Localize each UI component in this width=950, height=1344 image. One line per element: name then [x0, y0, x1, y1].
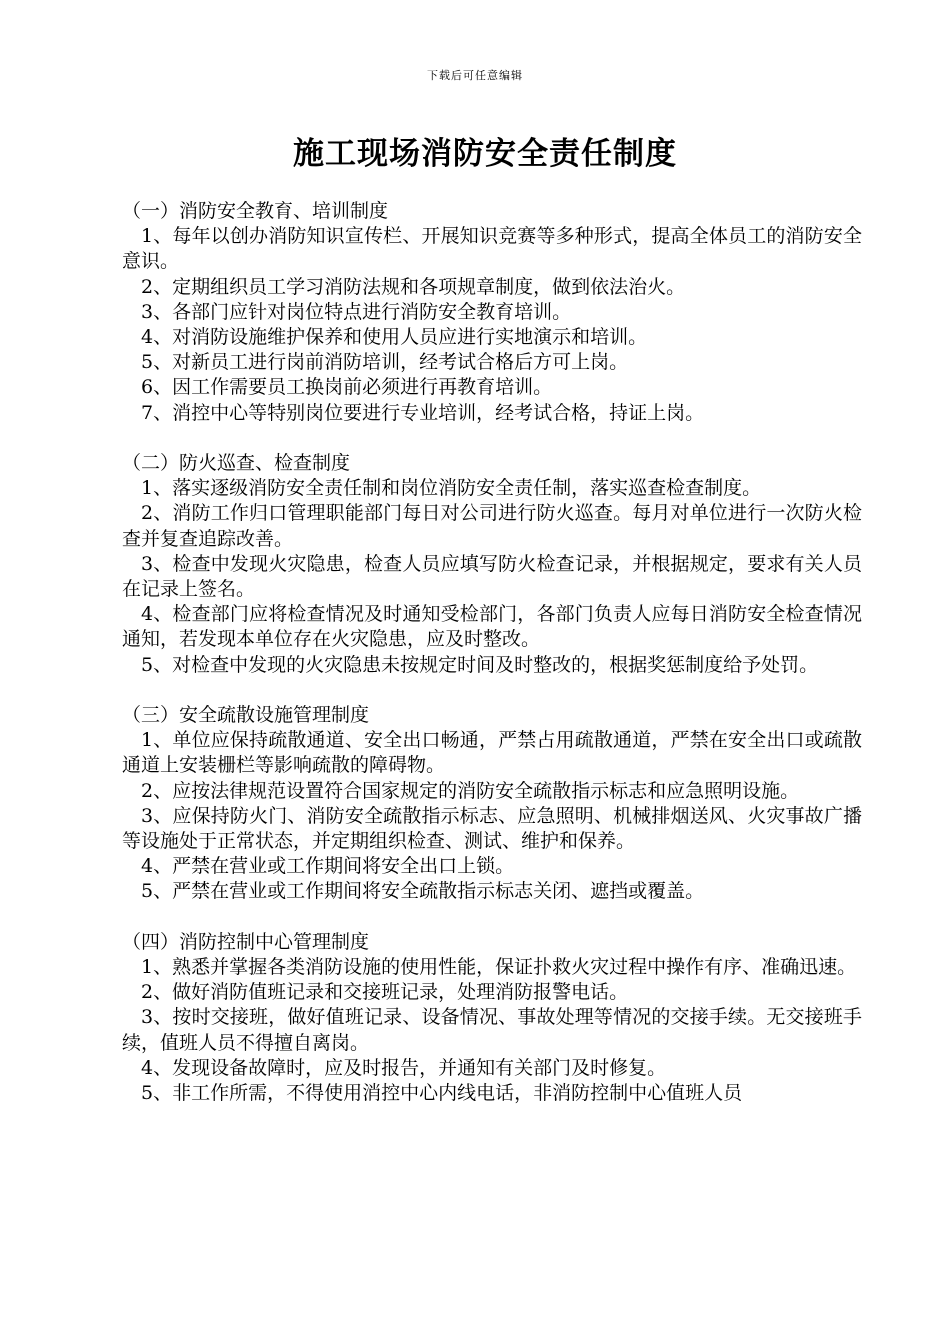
header-note: 下载后可任意编辑	[427, 69, 523, 82]
paragraph: 2、应按法律规范设置符合国家规定的消防安全疏散指示标志和应急照明设施。	[141, 779, 800, 802]
section-heading: （一）消防安全教育、培训制度	[122, 200, 389, 222]
paragraph: 4、严禁在营业或工作期间将安全出口上锁。	[141, 855, 515, 878]
paragraph: 5、对新员工进行岗前消防培训，经考试合格后方可上岗。	[141, 351, 629, 374]
section-heading: （三）安全疏散设施管理制度	[122, 704, 370, 727]
section-evacuation-facilities	[122, 703, 862, 905]
paragraph: 1、单位应保持疏散通道、安全出口畅通，严禁占用疏散通道，严禁在安全出口或疏散通道上安装栅栏等影响疏散的障碍物。	[122, 729, 862, 777]
section-fire-patrol-inspection	[122, 451, 862, 678]
paragraph: 4、发现设备故障时，应及时报告，并通知有关部门及时修复。	[141, 1056, 667, 1079]
section-education-training	[122, 199, 862, 426]
section-fire-control-center	[122, 930, 862, 1106]
paragraph: 2、消防工作归口管理职能部门每日对公司进行防火巡查。每月对单位进行一次防火检查并复查追踪改善。	[122, 502, 862, 550]
paragraph: 1、落实逐级消防安全责任制和岗位消防安全责任制，落实巡查检查制度。	[141, 477, 762, 500]
paragraph: 5、对检查中发现的火灾隐患未按规定时间及时整改的，根据奖惩制度给予处罚。	[141, 653, 819, 676]
document-body	[122, 199, 862, 1131]
paragraph: 1、每年以创办消防知识宣传栏、开展知识竞赛等多种形式，提高全体员工的消防安全意识。	[122, 225, 862, 273]
section-heading: （二）防火巡查、检查制度	[122, 452, 351, 475]
paragraph: 7、消控中心等特别岗位要进行专业培训，经考试合格，持证上岗。	[141, 401, 705, 424]
paragraph: 3、应保持防火门、消防安全疏散指示标志、应急照明、机械排烟送风、火灾事故广播等设施处于正常状态，并定期组织检查、测试、维护和保养。	[122, 804, 862, 853]
paragraph: 2、做好消防值班记录和交接班记录，处理消防报警电话。	[141, 981, 629, 1004]
paragraph: 5、严禁在营业或工作期间将安全疏散指示标志关闭、遮挡或覆盖。	[141, 880, 705, 903]
paragraph: 3、各部门应针对岗位特点进行消防安全教育培训。	[141, 300, 572, 323]
paragraph: 3、检查中发现火灾隐患，检查人员应填写防火检查记录，并根据规定，要求有关人员在记录上签名。	[122, 552, 862, 601]
paragraph: 4、对消防设施维护保养和使用人员应进行实地演示和培训。	[141, 326, 648, 349]
paragraph: 2、定期组织员工学习消防法规和各项规章制度，做到依法治火。	[141, 275, 686, 298]
paragraph: 4、检查部门应将检查情况及时通知受检部门，各部门负责人应每日消防安全检查情况通知，若发现本单位存在火灾隐患，应及时整改。	[122, 603, 862, 651]
paragraph: 6、因工作需要员工换岗前必须进行再教育培训。	[141, 376, 553, 399]
paragraph: 5、非工作所需，不得使用消控中心内线电话，非消防控制中心值班人员	[141, 1082, 743, 1105]
paragraph: 3、按时交接班，做好值班记录、设备情况、事故处理等情况的交接手续。无交接班手续，值班人员不得擅自离岗。	[122, 1006, 862, 1054]
section-heading: （四）消防控制中心管理制度	[122, 930, 370, 953]
paragraph: 1、熟悉并掌握各类消防设施的使用性能，保证扑救火灾过程中操作有序、准确迅速。	[141, 956, 857, 979]
document-title: 施工现场消防安全责任制度	[293, 136, 677, 172]
